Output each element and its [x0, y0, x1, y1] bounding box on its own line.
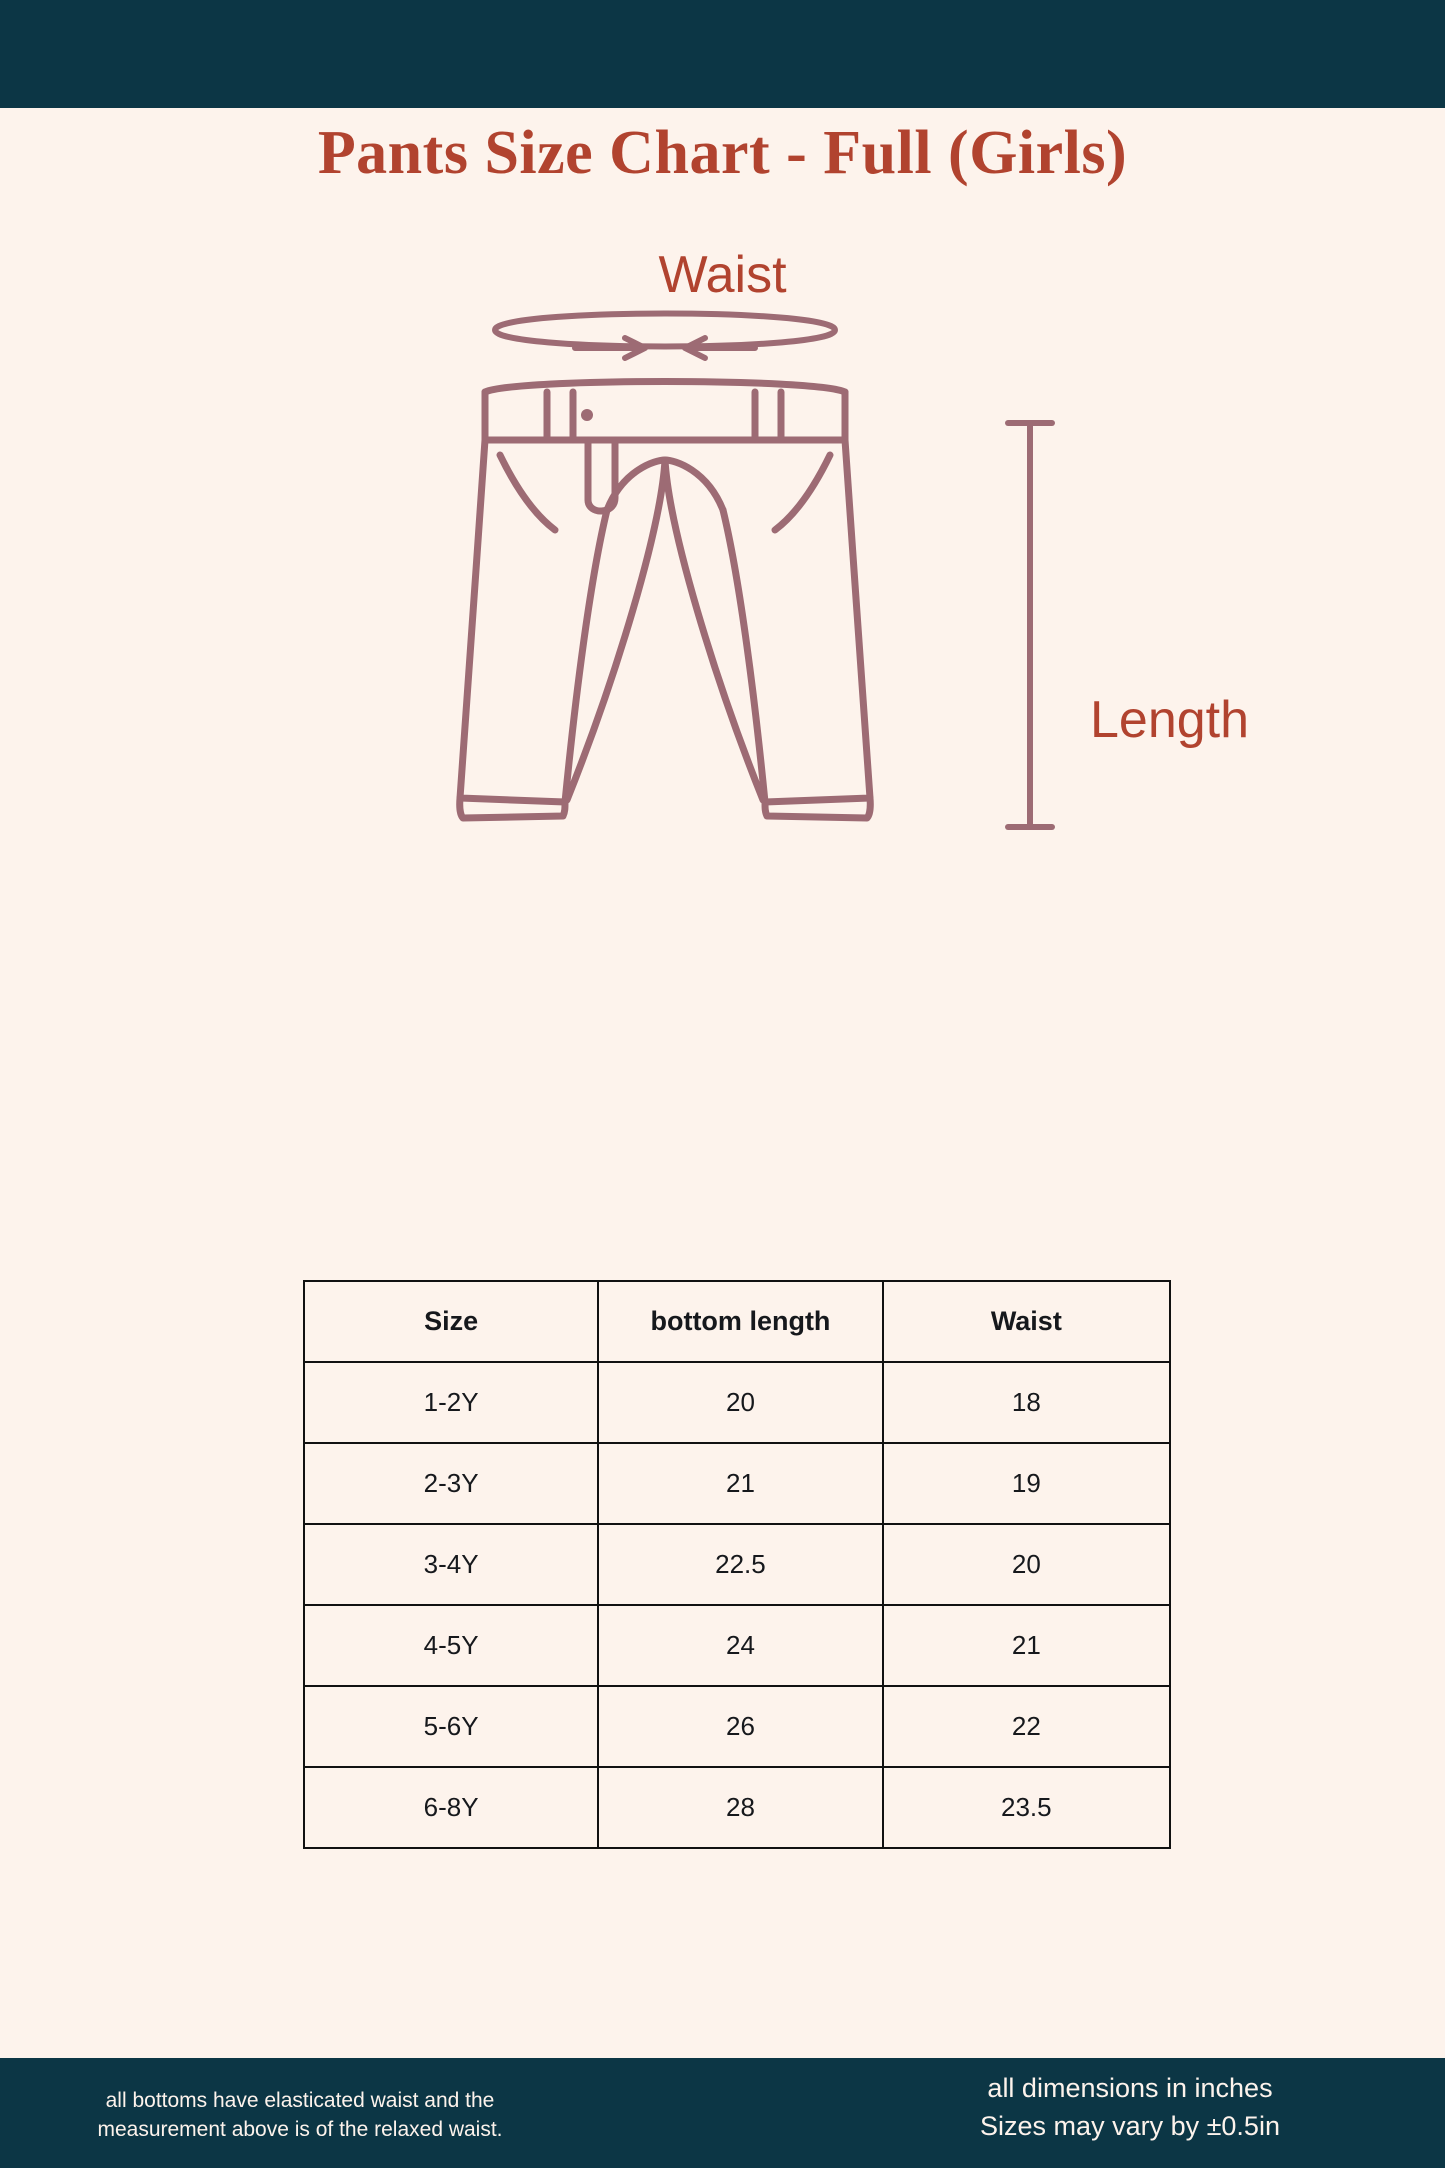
footer-note-left: [40, 2087, 560, 2144]
footer-note-right-line2: Sizes may vary by ±0.5in: [980, 2111, 1280, 2142]
page-title: Pants Size Chart - Full (Girls): [317, 119, 1128, 187]
table-row: [304, 1767, 1170, 1848]
cell-size: 1-2Y: [304, 1362, 598, 1443]
cell-waist: 21: [883, 1605, 1170, 1686]
footer-note-left-line1: all bottoms have elasticated waist and the: [105, 2089, 495, 2113]
table-header-waist: Waist: [883, 1281, 1170, 1362]
cell-waist: 20: [883, 1524, 1170, 1605]
table-row: [304, 1524, 1170, 1605]
pants-illustration: [455, 300, 875, 845]
vertical-measure-line-icon: [1000, 415, 1060, 835]
cell-waist: 22: [883, 1686, 1170, 1767]
cell-bottom-length: 28: [598, 1767, 882, 1848]
table-header-row: [304, 1281, 1170, 1362]
table-row: [304, 1605, 1170, 1686]
cell-waist: 19: [883, 1443, 1170, 1524]
length-ruler: [1000, 415, 1060, 840]
footer-note-right-line1: all dimensions in inches: [987, 2073, 1273, 2104]
length-label: Length: [1090, 691, 1250, 749]
table-row: [304, 1443, 1170, 1524]
footer-note-right: [870, 2070, 1390, 2146]
cell-size: 4-5Y: [304, 1605, 598, 1686]
cell-size: 5-6Y: [304, 1686, 598, 1767]
cell-size: 6-8Y: [304, 1767, 598, 1848]
cell-bottom-length: 21: [598, 1443, 882, 1524]
pants-outline-icon: [455, 300, 875, 840]
size-table: [303, 1280, 1171, 1849]
cell-bottom-length: 20: [598, 1362, 882, 1443]
table-header-size: Size: [304, 1281, 598, 1362]
cell-bottom-length: 22.5: [598, 1524, 882, 1605]
top-bar: [0, 0, 1445, 108]
footer-note-left-line2: measurement above is of the relaxed waist.: [97, 2117, 503, 2141]
cell-waist: 23.5: [883, 1767, 1170, 1848]
cell-size: 2-3Y: [304, 1443, 598, 1524]
cell-size: 3-4Y: [304, 1524, 598, 1605]
cell-waist: 18: [883, 1362, 1170, 1443]
cell-bottom-length: 24: [598, 1605, 882, 1686]
waist-label: Waist: [658, 246, 787, 304]
table-row: [304, 1362, 1170, 1443]
table-header-bottom-length: bottom length: [598, 1281, 882, 1362]
cell-bottom-length: 26: [598, 1686, 882, 1767]
table-row: [304, 1686, 1170, 1767]
